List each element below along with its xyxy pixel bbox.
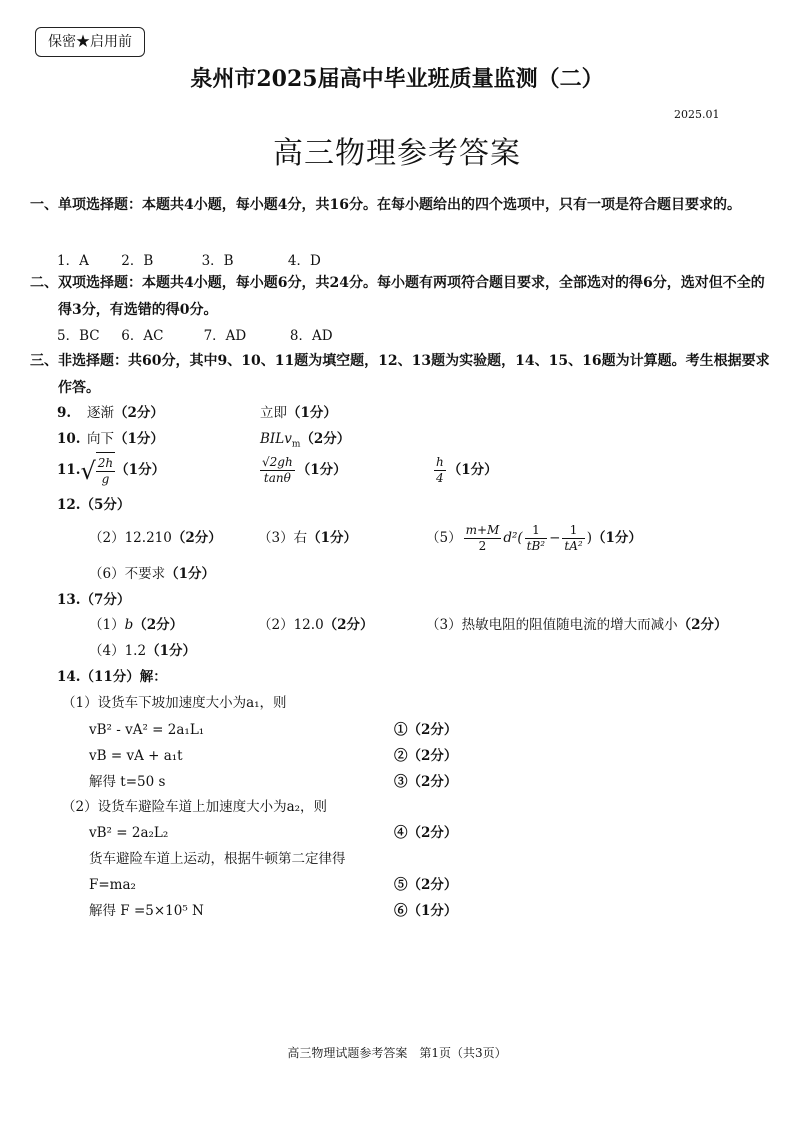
- q10-answer2: BILv: [260, 431, 292, 447]
- q10-score1: （1分）: [114, 431, 164, 447]
- q12-p5-f2-denominator: tA²: [564, 539, 583, 553]
- q12-p5-label: （5）: [426, 530, 462, 546]
- q13-p3-label: （3）: [426, 617, 462, 633]
- q12-p6-label: （6）: [89, 566, 125, 582]
- q12-p5-coef-numerator: m+M: [465, 523, 500, 537]
- q14-eq1-mark: ①（2分）: [394, 722, 458, 738]
- q14-text5: 货车避险车道上运动，根据牛顿第二定律得: [89, 851, 346, 867]
- q14-eq1: vB² - vA² = 2a₁L₁: [89, 722, 205, 738]
- answer-6: 6．AC: [121, 328, 164, 344]
- q9-number: 9.: [57, 405, 72, 421]
- section2-answers: [57, 326, 333, 346]
- q12-p3-value: 右: [293, 530, 308, 546]
- q14-eq3: 解得 t=50 s: [89, 774, 166, 790]
- confidential-stamp: 保密★启用前: [35, 27, 145, 57]
- q9-score1: （2分）: [114, 405, 164, 421]
- q14-eq4: vB² = 2a₂L₂: [89, 825, 169, 841]
- exam-date: 2025.01: [674, 108, 720, 121]
- q13-part2: [258, 615, 374, 635]
- q11-row: [57, 452, 165, 488]
- answer-8: 8．AD: [289, 328, 333, 344]
- q13-p1-label: （1）: [89, 617, 125, 633]
- answer-7: 7．AD: [203, 328, 247, 344]
- q13-part3: [426, 615, 728, 635]
- q10-answer1: 向下: [87, 431, 114, 447]
- q11-a3-denominator: 4: [436, 471, 444, 485]
- q14-eq6: 解得 F =5×10⁵ N: [89, 903, 204, 919]
- q13-heading: 13.（7分）: [57, 592, 131, 608]
- q13-p3-value: 热敏电阻的阻值随电流的增大而减小: [461, 617, 678, 633]
- q13-p2-value: 12.0: [293, 617, 324, 633]
- document-title: 高三物理参考答案: [273, 136, 521, 171]
- q12-p5-coef-denominator: 2: [478, 539, 487, 553]
- q12-part3: [258, 528, 357, 548]
- q12-p3-score: （1分）: [307, 530, 357, 546]
- q12-p5-f1-denominator: tB²: [526, 539, 546, 553]
- q14-heading: 14.（11分）解：: [57, 669, 167, 685]
- q12-part5: [426, 518, 642, 558]
- q11-a1-numerator: 2h: [97, 456, 114, 470]
- q10-row: [57, 429, 164, 449]
- q11-score2: （1分）: [296, 462, 347, 478]
- q12-heading: 12.（5分）: [57, 497, 131, 513]
- q13-p4-label: （4）: [89, 643, 125, 659]
- q10-row2: [260, 429, 350, 455]
- q13-part4: [89, 641, 196, 661]
- q11-number: 11.: [57, 462, 81, 478]
- q11-row2: [258, 452, 347, 488]
- answer-2: 2．B: [121, 253, 154, 269]
- q14-eq6-mark: ⑥（1分）: [394, 903, 458, 919]
- q12-part2: [89, 528, 222, 548]
- section3-heading: 三、非选择题：共60分，其中9、10、11题为填空题，12、13题为实验题，14、15、16题为计算题。考生根据要求作答。: [30, 353, 770, 396]
- q10-number: 10.: [57, 431, 81, 447]
- q11-a2-denominator: tanθ: [263, 471, 291, 485]
- q14-eq4-mark: ④（2分）: [394, 825, 458, 841]
- q14-part2-intro: （2）设货车避险车道上加速度大小为a₂，则: [62, 799, 328, 815]
- q12-p6-value: 不要求: [124, 566, 166, 582]
- q9-answer2: 立即: [260, 405, 287, 421]
- q11-a3-numerator: h: [436, 455, 444, 469]
- q12-p2-score: （2分）: [171, 530, 222, 546]
- q12-p3-label: （3）: [258, 530, 294, 546]
- q14-eq2-mark: ②（2分）: [394, 748, 458, 764]
- answer-1: 1．A: [57, 253, 89, 269]
- section1-heading: 一、单项选择题：本题共4小题，每小题4分，共16分。在每小题给出的四个选项中，只有一项是符合题目要求的。: [30, 197, 741, 213]
- answer-5: 5．BC: [57, 328, 100, 344]
- answer-3: 3．B: [201, 253, 234, 269]
- q13-p1-value: b: [124, 617, 134, 633]
- q13-p2-label: （2）: [258, 617, 294, 633]
- q11-score1: （1分）: [115, 462, 166, 478]
- q13-p3-score: （2分）: [677, 617, 728, 633]
- q14-eq5: F=ma₂: [89, 877, 136, 893]
- q13-part1: [89, 615, 183, 635]
- q13-p4-value: 1.2: [124, 643, 147, 659]
- q12-part6: [89, 564, 215, 584]
- q12-p5-d: d²(: [503, 530, 523, 546]
- q9-score2: （1分）: [287, 405, 337, 421]
- q11-a1-denominator: g: [101, 472, 110, 486]
- q9-row2: [260, 403, 337, 423]
- q10-score2: （2分）: [300, 431, 351, 447]
- q12-p2-value: 12.210: [124, 530, 172, 546]
- q12-p5-close: ): [586, 530, 593, 546]
- page-footer: 高三物理试题参考答案 第1页（共3页）: [287, 1046, 507, 1060]
- q11-row3: [432, 452, 498, 488]
- q14-eq2: vB = vA + a₁t: [89, 748, 183, 764]
- exam-title: 泉州市2025届高中毕业班质量监测（二）: [190, 66, 604, 92]
- q13-p2-score: （2分）: [323, 617, 374, 633]
- q12-p5-minus: −: [549, 530, 561, 546]
- q9-answer1: 逐渐: [87, 405, 114, 421]
- answer-4: 4．D: [287, 253, 321, 269]
- section1-answers: [57, 251, 321, 271]
- q10-answer2-sub: m: [291, 439, 301, 450]
- q14-part1-intro: （1）设货车下坡加速度大小为a₁，则: [62, 695, 287, 711]
- q12-p2-label: （2）: [89, 530, 125, 546]
- q11-a2-numerator: √2gh: [262, 455, 293, 469]
- q12-p5-f1-numerator: 1: [525, 523, 547, 539]
- q14-eq3-mark: ③（2分）: [394, 774, 458, 790]
- q9-row: [57, 403, 164, 423]
- section2-heading: 二、双项选择题：本题共4小题，每小题6分，共24分。每小题有两项符合题目要求，全部选对的得6分，选对但不全的得3分，有选错的得0分。: [30, 275, 765, 318]
- q12-p5-score: （1分）: [592, 530, 642, 546]
- q11-score3: （1分）: [447, 462, 498, 478]
- sqrt-symbol: √: [80, 456, 96, 485]
- q12-p6-score: （1分）: [165, 566, 215, 582]
- q14-eq5-mark: ⑤（2分）: [394, 877, 458, 893]
- q13-p4-score: （1分）: [146, 643, 196, 659]
- q13-p1-score: （2分）: [133, 617, 184, 633]
- q12-p5-f2-numerator: 1: [562, 523, 584, 539]
